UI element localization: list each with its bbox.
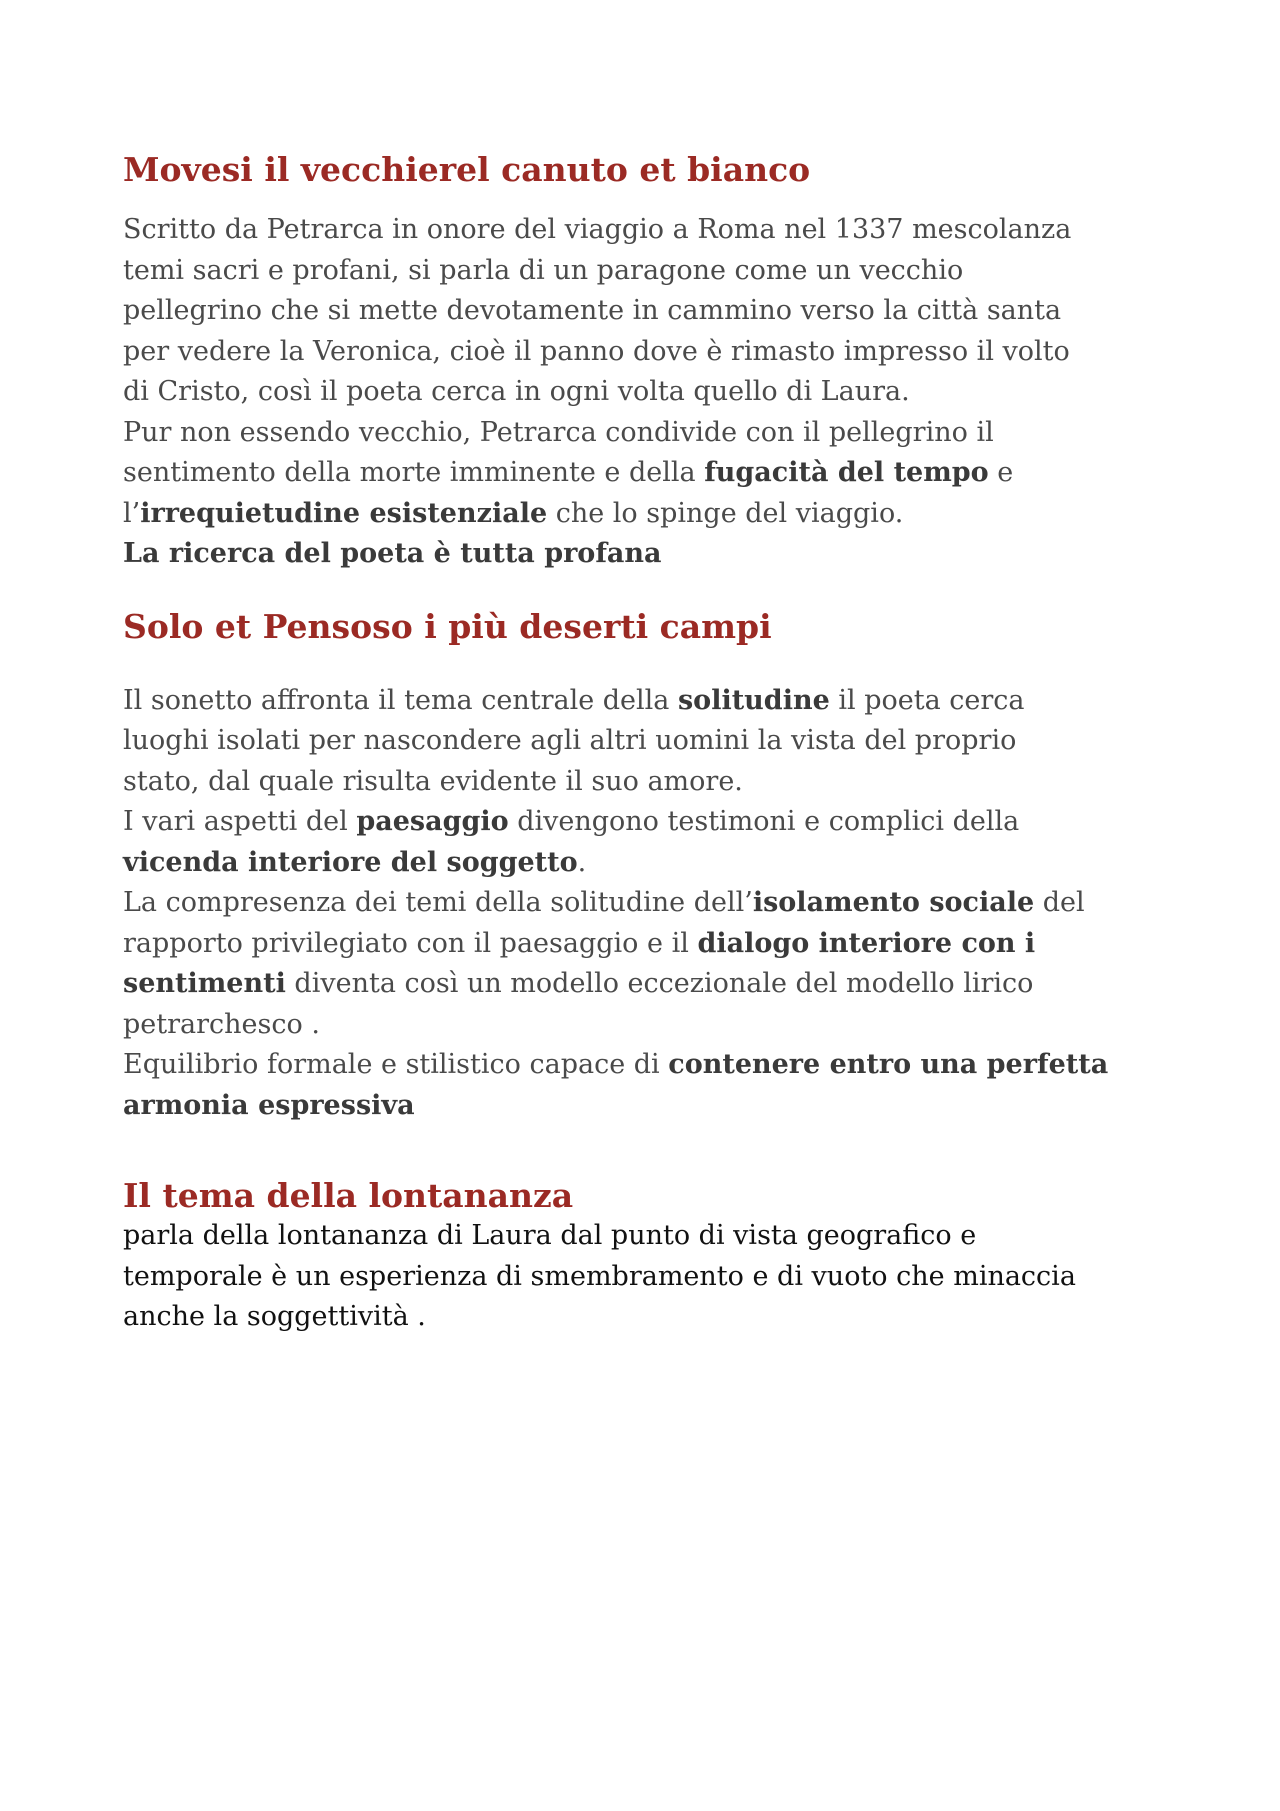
- text-line: temporale è un esperienza di smembramento e di vuoto che minaccia: [123, 1260, 1076, 1292]
- document-page: [123, 150, 1183, 1338]
- text-line: I vari aspetti del paesaggio divengono testimoni e complici della: [123, 806, 1020, 837]
- bold-phrase: contenere entro una perfetta: [668, 1049, 1109, 1080]
- text-line: parla della lontananza di Laura dal punto di vista geografico e: [123, 1220, 977, 1251]
- text-line: La compresenza dei temi della solitudine dell’isolamento sociale del: [123, 887, 1085, 918]
- text-line: pellegrino che si mette devotamente in cammino verso la città santa: [123, 295, 1062, 326]
- text-line: petrarchesco .: [123, 1008, 320, 1040]
- bold-phrase: dialogo interiore con i: [697, 927, 1036, 959]
- text-line: Pur non essendo vecchio, Petrarca condivide con il pellegrino il: [123, 416, 994, 448]
- text-line: sentimenti diventa così un modello eccezionale del modello lirico: [123, 968, 1034, 999]
- text-line: l’irrequietudine esistenziale che lo spinge del viaggio.: [123, 497, 904, 529]
- section-title: Solo et Pensoso i più deserti campi: [123, 606, 772, 646]
- text-line: rapporto privilegiato con il paesaggio e il dialogo interiore con i: [123, 927, 1036, 959]
- section-title: Movesi il vecchierel canuto et bianco: [123, 150, 811, 189]
- text-line: di Cristo, così il poeta cerca in ogni volta quello di Laura.: [123, 376, 910, 407]
- text-line: Scritto da Petrarca in onore del viaggio a Roma nel 1337 mescolanza: [123, 214, 1072, 245]
- bold-phrase: irrequietudine esistenziale: [140, 497, 548, 529]
- section-body: [123, 210, 1183, 575]
- section-body: [123, 1216, 1183, 1338]
- text-line: anche la soggettività .: [123, 1301, 426, 1332]
- bold-phrase: solitudine: [677, 684, 830, 716]
- text-line: stato, dal quale risulta evidente il suo amore.: [123, 765, 743, 797]
- text-line: vicenda interiore del soggetto.: [123, 846, 587, 878]
- bold-phrase: paesaggio: [356, 806, 509, 837]
- text-line: sentimento della morte imminente e della fugacità del tempo e: [123, 457, 1014, 488]
- bold-phrase: isolamento sociale: [752, 887, 1035, 918]
- bold-phrase: vicenda interiore del soggetto: [123, 846, 578, 878]
- bold-phrase: sentimenti: [123, 968, 286, 999]
- bold-phrase: La ricerca del poeta è tutta profana: [123, 538, 662, 569]
- text-line: luoghi isolati per nascondere agli altri uomini la vista del proprio: [123, 725, 1017, 756]
- text-line: per vedere la Veronica, cioè il panno dove è rimasto impresso il volto: [123, 335, 1070, 367]
- text-line: Equilibrio formale e stilistico capace di contenere entro una perfetta: [123, 1049, 1109, 1080]
- text-line: Il sonetto affronta il tema centrale della solitudine il poeta cerca: [123, 684, 1025, 716]
- bold-phrase: fugacità del tempo: [704, 457, 989, 488]
- text-line: temi sacri e profani, si parla di un paragone come un vecchio: [123, 254, 964, 286]
- section-body: [123, 681, 1183, 1127]
- text-line: [123, 534, 1183, 575]
- bold-phrase: armonia espressiva: [123, 1089, 415, 1121]
- text-line: [123, 1086, 1183, 1127]
- section-title: Il tema della lontananza: [123, 1176, 574, 1215]
